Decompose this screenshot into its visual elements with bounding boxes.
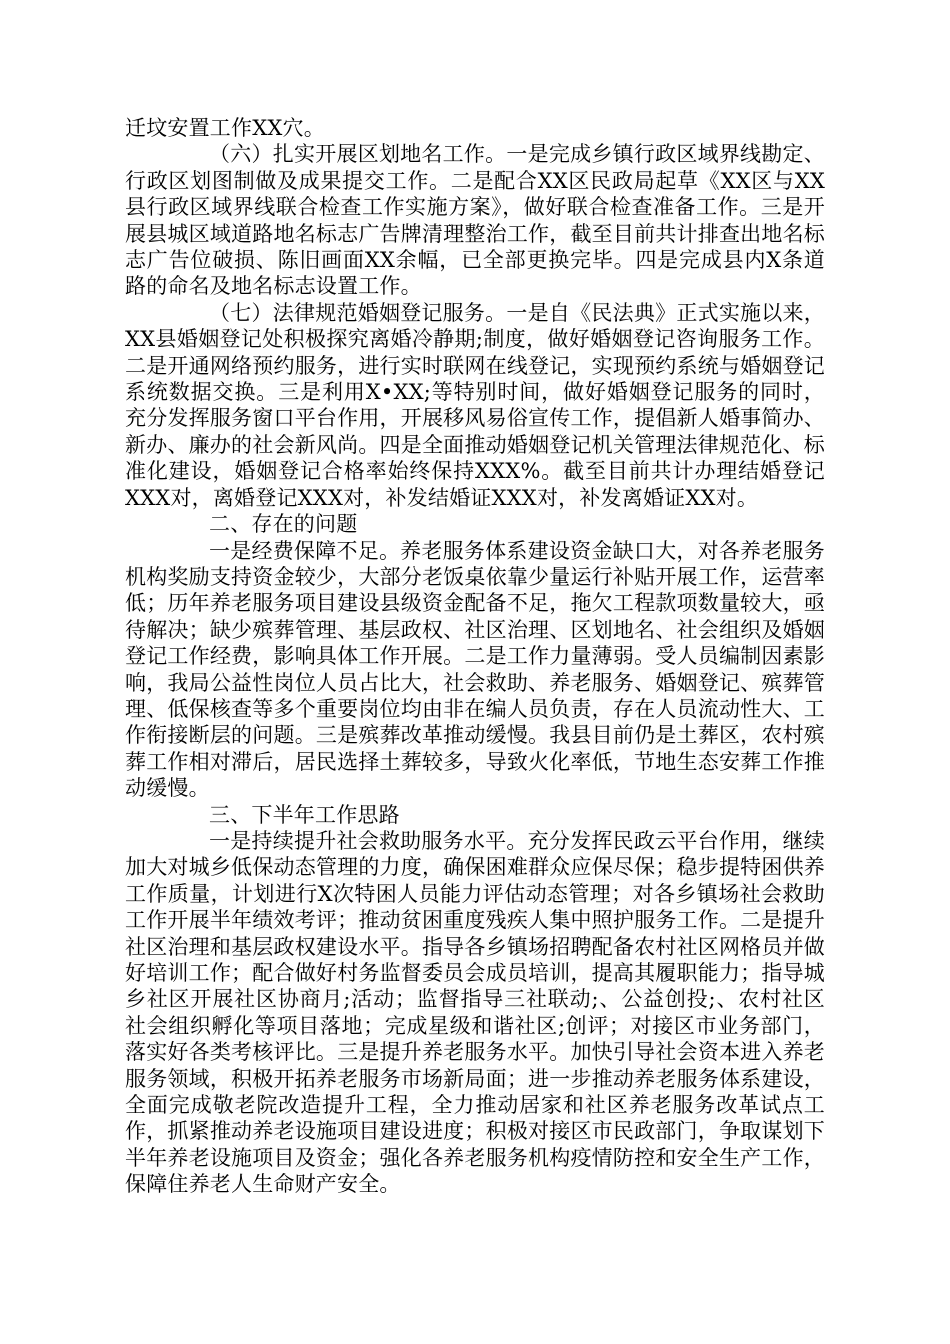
paragraph-problems: 一是经费保障不足。养老服务体系建设资金缺口大，对各养老服务机构奖励支持资金较少，大部分老饭桌依靠少量运行补贴开展工作，运营率低；历年养老服务项目建设县级资金配备不足，拖欠工程款项数量较大，亟待解决；缺少殡葬管理、基层政权、社区治理、区划地名、社会组织及婚姻登记工作经费，影响具体工作开展。二是工作力量薄弱。受人员编制因素影响，我局公益性岗位人员占比大，社会救助、养老服务、婚姻登记、殡葬管理、低保核查等多个重要岗位均由非在编人员负责，存在人员流动性大、工作衔接断层的问题。三是殡葬改革推动缓慢。我县目前仍是土葬区，农村殡葬工作相对滞后，居民选择土葬较多，导致火化率低，节地生态安葬工作推动缓慢。 (125, 538, 825, 801)
paragraph-section-seven: （七）法律规范婚姻登记服务。一是自《民法典》正式实施以来，XX县婚姻登记处积极探究离婚冷静期;制度，做好婚姻登记咨询服务工作。二是开通网络预约服务，进行实时联网在线登记，实现预约系统与婚姻登记系统数据交换。三是利用X•XX;等特别时间，做好婚姻登记服务的同时，充分发挥服务窗口平台作用，开展移风易俗宣传工作，提倡新人婚事简办、新办、廉办的社会新风尚。四是全面推动婚姻登记机关管理法律规范化、标准化建设，婚姻登记合格率始终保持XXX%。截至目前共计办理结婚登记XXX对，离婚登记XXX对，补发结婚证XXX对，补发离婚证XX对。 (125, 300, 825, 510)
section-heading-problems: 二、存在的问题 (209, 512, 358, 537)
paragraph-plans: 一是持续提升社会救助服务水平。充分发挥民政云平台作用，继续加大对城乡低保动态管理的力度，确保困难群众应保尽保；稳步提特困供养工作质量，计划进行X次特困人员能力评估动态管理；对各乡镇场社会救助工作开展半年绩效考评；推动贫困重度残疾人集中照护服务工作。二是提升社区治理和基层政权建设水平。指导各乡镇场招聘配备农村社区网格员并做好培训工作；配合做好村务监督委员会成员培训，提高其履职能力；指导城乡社区开展社区协商月;活动；监督指导三社联动;、公益创投;、农村社区社会组织孵化等项目落地；完成星级和谐社区;创评；对接区市业务部门，落实好各类考核评比。三是提升养老服务水平。加快引导社会资本进入养老服务领域，积极开拓养老服务市场新局面；进一步推动养老服务体系建设，全面完成敬老院改造提升工程，全力推动居家和社区养老服务改革试点工作，抓紧推动养老设施项目建设进度；积极对接区市民政部门，争取谋划下半年养老设施项目及资金；强化各养老服务机构疫情防控和安全生产工作，保障住养老人生命财产安全。 (125, 828, 825, 1197)
paragraph-section-six: （六）扎实开展区划地名工作。一是完成乡镇行政区域界线勘定、行政区划图制做及成果提交工作。二是配合XX区民政局起草《XX区与XX县行政区域界线联合检查工作实施方案》，做好联合检查准备工作。三是开展县城区域道路地名标志广告牌清理整治工作，截至目前共计排查出地名标志广告位破损、陈旧画面XX余幅，已全部更换完毕。四是完成县内X条道路的命名及地名标志设置工作。 (125, 142, 825, 299)
paragraph-continuation: 迁坟安置工作XX穴。 (125, 116, 325, 140)
section-heading-plans: 三、下半年工作思路 (209, 802, 400, 827)
document-body (125, 115, 825, 1198)
